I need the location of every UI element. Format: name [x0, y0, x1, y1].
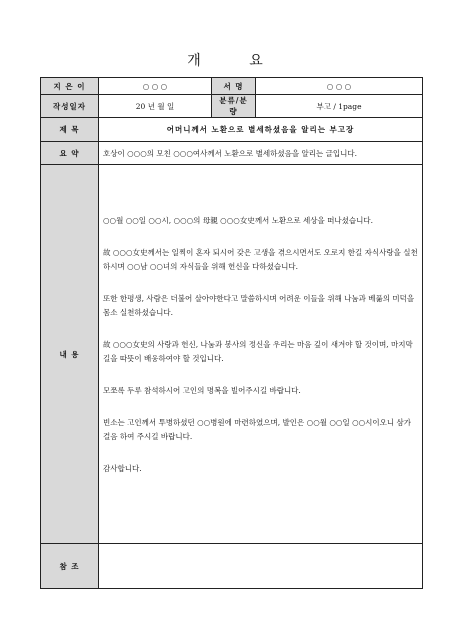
content-label: 내 용	[41, 165, 99, 544]
category-label: 분류/분량	[212, 95, 256, 118]
content-body	[99, 165, 423, 544]
reference-label: 참 조	[41, 544, 99, 589]
content-paragraph-6: 빈소는 고인께서 투병하셨던 ○○병원에 마련하였으며, 발인은 ○○월 ○○일 ○○시이오니 삼가 걸음 하여 주시길 바랍니다.	[103, 418, 412, 441]
page-title: 개 요	[187, 53, 285, 69]
sign-value: ○ ○ ○	[256, 78, 423, 95]
content-paragraph-7: 감사합니다.	[103, 464, 142, 473]
content-paragraph-3: 또한 한평생, 사람은 더불어 살아야한다고 말씀하시며 어려운 이들을 위해 나눔과 베풂의 미덕을 몸소 실천하셨습니다.	[103, 294, 415, 317]
content-paragraph-2: 故 ○○○女史께서는 일찍이 혼자 되시어 갖은 고생을 겪으시면서도 오로지 한길 자식사랑을 실천하시며 ○○남 ○○녀의 자식들을 위해 헌신을 다하셨습니다.	[103, 248, 418, 271]
summary-label: 요 약	[41, 142, 99, 165]
author-value: ○ ○ ○	[99, 78, 212, 95]
content-paragraph-1: ○○월 ○○일 ○○시, ○○○의 母親 ○○○女史께서 노환으로 세상을 떠나셨습니다.	[103, 216, 374, 225]
content-paragraph-4: 故 ○○○女史의 사랑과 헌신, 나눔과 봉사의 정신을 우리는 마음 깊이 새겨야 할 것이며, 마지막 길을 따뜻이 배웅하여야 할 것입니다.	[103, 340, 413, 363]
subject-label: 제 목	[41, 118, 99, 142]
date-value: 20 년 월 일	[99, 95, 212, 118]
category-value: 부고 / 1page	[256, 95, 423, 118]
subject-value: 어머니께서 노환으로 별세하셨음을 알리는 부고장	[99, 118, 423, 142]
reference-value	[99, 544, 423, 589]
summary-form-table	[40, 77, 423, 589]
sign-label: 서 명	[212, 78, 256, 95]
content-paragraph-5: 모쪼록 두루 참석하시어 고인의 명복을 빌어주시길 바랍니다.	[103, 386, 301, 395]
author-label: 지 은 이	[41, 78, 99, 95]
summary-value: 호상이 ○○○의 모친 ○○○여사께서 노환으로 별세하셨음을 알리는 글입니다.	[99, 142, 423, 165]
date-label: 작성일자	[41, 95, 99, 118]
